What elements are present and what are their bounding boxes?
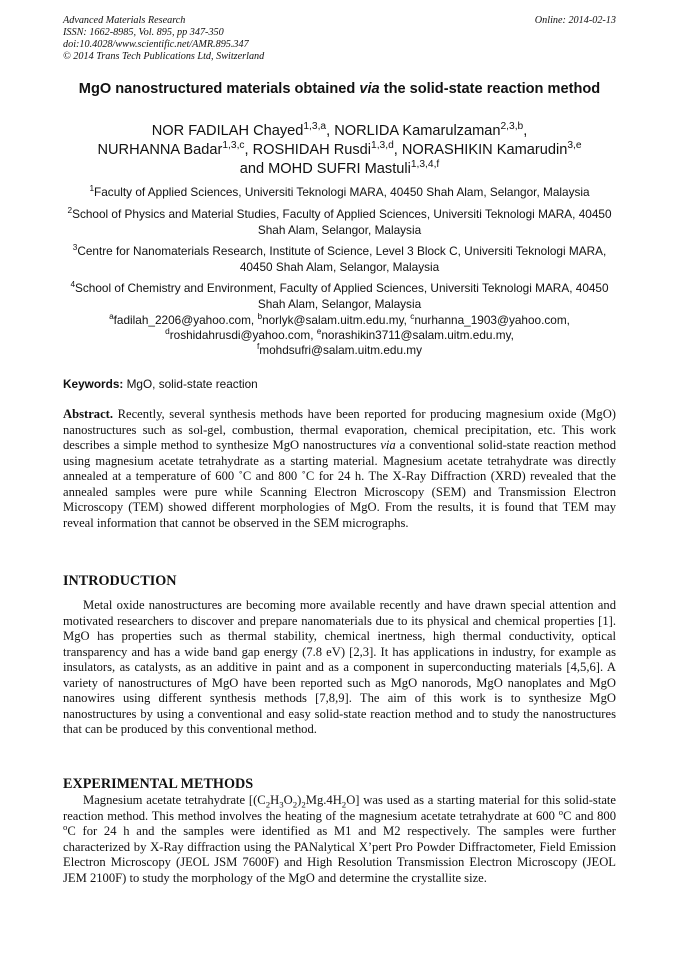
email-link[interactable]: norlyk@salam.uitm.edu.my bbox=[262, 313, 404, 327]
email-list: $^a$fadilah_2206@yahoo.com, $^b$norlyk@salam.uitm.edu.my, $^c$nurhanna_1903@yahoo.com, $^d$roshidahrusdi@yahoo.com, $^e$norashikin3711@salam.uitm.edu.my, $^f$mohdsufri@salam.uitm.edu.my bbox=[109, 312, 570, 357]
abstract: Abstract. Recently, several synthesis methods have been reported for producing magnesium oxide (MgO) nanostructures such as sol-gel, combustion, thermal evaporation, chemical precipitation, etc. This work describes a simple method to synthesize MgO nanostructures via a conventional solid-state reaction method using magnesium acetate tetrahydrate as a starting material. Magnesium acetate tetrahydrate was directly annealed at a temperature of 600 ˚C and 800 ˚C for 24 h. The X-Ray Diffraction (XRD) revealed that the annealed samples were pure while Scanning Electron Microscopy (SEM) and Transmission Electron Microscopy (TEM) showed different morphologies of MgO. From the results, it is found that TEM may reveal information that cannot be observed in the SEM micrographs. bbox=[63, 407, 616, 530]
author-name: NURHANNA Badar bbox=[97, 142, 223, 158]
doi-line: doi:10.4028/www.scientific.net/AMR.895.347 bbox=[63, 39, 249, 50]
email-link[interactable]: roshidahrusdi@yahoo.com bbox=[169, 328, 311, 342]
online-date: Online: 2014-02-13 bbox=[534, 15, 616, 26]
author-name: MOHD SUFRI Mastuli bbox=[268, 161, 411, 177]
section-heading-introduction: INTRODUCTION bbox=[63, 573, 177, 589]
introduction-paragraph: Metal oxide nanostructures are becoming more available recently and have drawn special attention and motivated researchers to discover and prepare nanomaterials due to its physical and chemical properties [1]. MgO has properties such as thermal stability, chemical inertness, high thermal conductivity, optical transparency and has a wide band gap energy (7.8 eV) [2,3]. It has applications in industry, for example as insulators, as catalysts, as an additive in paint and as a component in superconducting materials [4,5,6]. A variety of nanostructures of MgO have been reported such as MgO nanorods, MgO nanoplates and MgO nanowires using different synthesis methods [7,8,9]. The aim of this work is to synthesize MgO nanostructures by using a conventional and easy solid-state reaction method and to study the nanostructures that can be produced by this conventional method. bbox=[63, 598, 616, 736]
email-link[interactable]: norashikin3711@salam.uitm.edu.my bbox=[321, 328, 511, 342]
email-link[interactable]: mohdsufri@salam.uitm.edu.my bbox=[259, 343, 423, 357]
email-link[interactable]: fadilah_2206@yahoo.com bbox=[113, 313, 251, 327]
author-list: NOR FADILAH Chayed$^{1,3,a}$, NORLIDA Kamarulzaman$^{2,3,b}$, NURHANNA Badar$^{1,3,c}$, ROSHIDAH Rusdi$^{1,3,d}$, NORASHIKIN Kamarudin$^{3,e}$ and MOHD SUFRI Mastuli$^{1,3,4,f}$ bbox=[97, 121, 582, 177]
journal-name: Advanced Materials Research bbox=[63, 15, 186, 26]
journal-header bbox=[63, 15, 264, 63]
keywords-text: MgO, solid-state reaction bbox=[123, 377, 258, 391]
experimental-paragraph: Magnesium acetate tetrahydrate $[(C_2H_3O_2)_2Mg.4H_2O]$ was used as a starting material for this solid-state reaction method. This method involves the heating of the magnesium acetate tetrahydrate at 600 $^o$C and 800 $^o$C for 24 h and the samples were identified as M1 and M2 respectively. The samples were further characterized by X-Ray diffraction using the PANalytical X’pert Pro Powder Diffractometer, Field Emission Electron Microscopy (JEOL JSM 7600F) and High Resolution Transmission Electron Microscopy (JEOL JEM 2100F) to study the morphology of the MgO and determine the crystallite size. bbox=[63, 793, 616, 885]
author-name: NORLIDA Kamarulzaman bbox=[334, 123, 501, 139]
abstract-label: Abstract. bbox=[63, 407, 114, 421]
issn-line: ISSN: 1662-8985, Vol. 895, pp 347-350 bbox=[63, 27, 224, 38]
email-link[interactable]: nurhanna_1903@yahoo.com bbox=[414, 313, 567, 327]
copyright-line: © 2014 Trans Tech Publications Ltd, Switzerland bbox=[63, 51, 265, 62]
section-heading-experimental: EXPERIMENTAL METHODS bbox=[63, 776, 254, 792]
author-name: ROSHIDAH Rusdi bbox=[252, 142, 372, 158]
affiliation: $^2$School of Physics and Material Studies, Faculty of Applied Sciences, Universiti Teknologi MARA, 40450 Shah Alam, Selangor, Malaysia bbox=[67, 206, 612, 237]
paper-title: MgO nanostructured materials obtained via the solid-state reaction method bbox=[78, 81, 601, 97]
affiliation: $^1$Faculty of Applied Sciences, Universiti Teknologi MARA, 40450 Shah Alam, Selangor, Malaysia bbox=[89, 184, 590, 199]
affiliation: $^4$School of Chemistry and Environment, Faculty of Applied Sciences, Universiti Teknologi MARA, 40450 Shah Alam, Selangor, Malaysia bbox=[70, 280, 609, 311]
keywords bbox=[63, 377, 258, 392]
author-name: NORASHIKIN Kamarudin bbox=[401, 142, 568, 158]
author-name: NOR FADILAH Chayed bbox=[151, 123, 304, 139]
affiliation: $^3$Centre for Nanomaterials Research, Institute of Science, Level 3 Block C, Universiti Teknologi MARA, 40450 Shah Alam, Selangor, Malaysia bbox=[72, 243, 607, 274]
keywords-label: Keywords: bbox=[63, 377, 124, 391]
